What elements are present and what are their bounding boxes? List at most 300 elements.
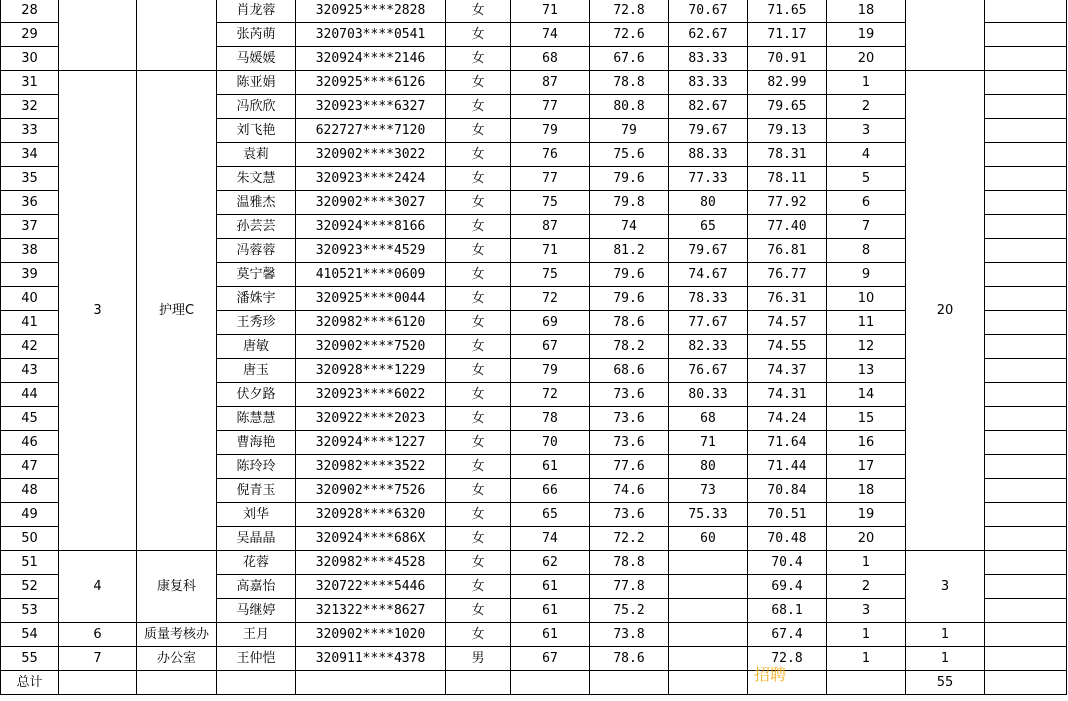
empty-cell <box>985 311 1067 335</box>
name-cell: 曹海艳 <box>217 431 296 455</box>
name-cell: 孙芸芸 <box>217 215 296 239</box>
empty-cell <box>59 671 137 695</box>
gender-cell: 女 <box>446 455 511 479</box>
seq-cell: 40 <box>1 287 59 311</box>
written-score-cell: 76 <box>511 143 590 167</box>
written-score-cell: 78 <box>511 407 590 431</box>
seq-cell: 34 <box>1 143 59 167</box>
interview-score-cell: 80.8 <box>590 95 669 119</box>
written-score-cell: 75 <box>511 191 590 215</box>
id-cell: 320924****8166 <box>296 215 446 239</box>
written-score-cell: 65 <box>511 503 590 527</box>
gender-cell: 女 <box>446 215 511 239</box>
empty-cell <box>446 671 511 695</box>
name-cell: 潘姝宇 <box>217 287 296 311</box>
skill-score-cell: 80.33 <box>669 383 748 407</box>
name-cell: 陈玲玲 <box>217 455 296 479</box>
rank-cell: 1 <box>827 623 906 647</box>
seq-cell: 42 <box>1 335 59 359</box>
total-score-cell: 82.99 <box>748 71 827 95</box>
skill-score-cell: 83.33 <box>669 71 748 95</box>
rank-cell: 15 <box>827 407 906 431</box>
empty-cell <box>985 287 1067 311</box>
interview-score-cell: 78.8 <box>590 551 669 575</box>
skill-score-cell: 62.67 <box>669 23 748 47</box>
name-cell: 花蓉 <box>217 551 296 575</box>
empty-cell <box>985 71 1067 95</box>
id-cell: 320925****2828 <box>296 0 446 23</box>
id-cell: 410521****0609 <box>296 263 446 287</box>
empty-cell <box>985 647 1067 671</box>
rank-cell: 2 <box>827 575 906 599</box>
name-cell: 伏夕路 <box>217 383 296 407</box>
skill-score-cell: 68 <box>669 407 748 431</box>
group-code-cell: 4 <box>59 551 137 623</box>
total-score-cell: 78.11 <box>748 167 827 191</box>
written-score-cell: 61 <box>511 575 590 599</box>
gender-cell: 女 <box>446 263 511 287</box>
empty-cell <box>669 671 748 695</box>
id-cell: 320924****2146 <box>296 47 446 71</box>
table-row <box>1 0 1067 23</box>
interview-score-cell: 72.6 <box>590 23 669 47</box>
interview-score-cell: 77.8 <box>590 575 669 599</box>
interview-score-cell: 79.8 <box>590 191 669 215</box>
group-count-cell: 3 <box>906 551 985 623</box>
total-score-cell: 74.55 <box>748 335 827 359</box>
interview-score-cell: 73.6 <box>590 431 669 455</box>
name-cell: 王仲恺 <box>217 647 296 671</box>
skill-score-cell: 60 <box>669 527 748 551</box>
rank-cell: 2 <box>827 95 906 119</box>
total-label-cell: 总计 <box>1 671 59 695</box>
group-dept-cell <box>137 0 217 71</box>
name-cell: 高嘉怡 <box>217 575 296 599</box>
empty-cell <box>985 599 1067 623</box>
skill-score-cell: 75.33 <box>669 503 748 527</box>
total-score-cell: 74.31 <box>748 383 827 407</box>
total-score-cell: 79.65 <box>748 95 827 119</box>
written-score-cell: 67 <box>511 647 590 671</box>
skill-score-cell <box>669 599 748 623</box>
empty-cell <box>985 215 1067 239</box>
interview-score-cell: 73.6 <box>590 503 669 527</box>
skill-score-cell: 74.67 <box>669 263 748 287</box>
written-score-cell: 87 <box>511 215 590 239</box>
total-score-cell: 70.84 <box>748 479 827 503</box>
id-cell: 320722****5446 <box>296 575 446 599</box>
name-cell: 陈亚娟 <box>217 71 296 95</box>
written-score-cell: 66 <box>511 479 590 503</box>
empty-cell <box>217 671 296 695</box>
empty-cell <box>985 47 1067 71</box>
seq-cell: 41 <box>1 311 59 335</box>
written-score-cell: 72 <box>511 287 590 311</box>
rank-cell: 7 <box>827 215 906 239</box>
empty-cell <box>985 383 1067 407</box>
gender-cell: 女 <box>446 239 511 263</box>
skill-score-cell <box>669 551 748 575</box>
name-cell: 马继婷 <box>217 599 296 623</box>
written-score-cell: 70 <box>511 431 590 455</box>
seq-cell: 53 <box>1 599 59 623</box>
id-cell: 320902****3022 <box>296 143 446 167</box>
skill-score-cell: 82.67 <box>669 95 748 119</box>
id-cell: 320928****6320 <box>296 503 446 527</box>
total-score-cell: 67.4 <box>748 623 827 647</box>
id-cell: 320924****686X <box>296 527 446 551</box>
id-cell: 320925****0044 <box>296 287 446 311</box>
name-cell: 肖龙蓉 <box>217 0 296 23</box>
id-cell: 320982****3522 <box>296 455 446 479</box>
name-cell: 莫宁馨 <box>217 263 296 287</box>
interview-score-cell: 72.2 <box>590 527 669 551</box>
gender-cell: 女 <box>446 503 511 527</box>
empty-cell <box>985 23 1067 47</box>
rank-cell: 1 <box>827 551 906 575</box>
interview-score-cell: 75.2 <box>590 599 669 623</box>
skill-score-cell: 82.33 <box>669 335 748 359</box>
rank-cell: 6 <box>827 191 906 215</box>
written-score-cell: 79 <box>511 119 590 143</box>
empty-cell <box>985 551 1067 575</box>
seq-cell: 32 <box>1 95 59 119</box>
id-cell: 320923****6022 <box>296 383 446 407</box>
written-score-cell: 79 <box>511 359 590 383</box>
name-cell: 唐玉 <box>217 359 296 383</box>
name-cell: 马媛媛 <box>217 47 296 71</box>
total-score-cell: 76.77 <box>748 263 827 287</box>
empty-cell <box>985 479 1067 503</box>
interview-score-cell: 79.6 <box>590 287 669 311</box>
group-code-cell <box>59 0 137 71</box>
skill-score-cell: 77.67 <box>669 311 748 335</box>
interview-score-cell: 77.6 <box>590 455 669 479</box>
skill-score-cell: 88.33 <box>669 143 748 167</box>
written-score-cell: 72 <box>511 383 590 407</box>
table-row <box>1 647 1067 671</box>
rank-cell: 4 <box>827 143 906 167</box>
skill-score-cell <box>669 647 748 671</box>
empty-cell <box>137 671 217 695</box>
name-cell: 吴晶晶 <box>217 527 296 551</box>
written-score-cell: 61 <box>511 455 590 479</box>
skill-score-cell: 70.67 <box>669 0 748 23</box>
skill-score-cell: 79.67 <box>669 239 748 263</box>
gender-cell: 女 <box>446 383 511 407</box>
gender-cell: 女 <box>446 551 511 575</box>
interview-score-cell: 79.6 <box>590 167 669 191</box>
name-cell: 王秀珍 <box>217 311 296 335</box>
group-dept-cell: 质量考核办 <box>137 623 217 647</box>
name-cell: 朱文慧 <box>217 167 296 191</box>
skill-score-cell: 71 <box>669 431 748 455</box>
seq-cell: 44 <box>1 383 59 407</box>
interview-score-cell: 72.8 <box>590 0 669 23</box>
seq-cell: 35 <box>1 167 59 191</box>
id-cell: 320902****7526 <box>296 479 446 503</box>
rank-cell: 12 <box>827 335 906 359</box>
name-cell: 袁莉 <box>217 143 296 167</box>
total-score-cell: 71.17 <box>748 23 827 47</box>
written-score-cell: 74 <box>511 527 590 551</box>
id-cell: 320982****6120 <box>296 311 446 335</box>
interview-score-cell: 74.6 <box>590 479 669 503</box>
interview-score-cell: 73.6 <box>590 407 669 431</box>
written-score-cell: 71 <box>511 0 590 23</box>
total-score-cell: 74.37 <box>748 359 827 383</box>
interview-score-cell: 78.8 <box>590 71 669 95</box>
skill-score-cell: 65 <box>669 215 748 239</box>
gender-cell: 女 <box>446 191 511 215</box>
total-score-cell: 79.13 <box>748 119 827 143</box>
seq-cell: 52 <box>1 575 59 599</box>
gender-cell: 女 <box>446 407 511 431</box>
rank-cell: 14 <box>827 383 906 407</box>
rank-cell: 3 <box>827 599 906 623</box>
empty-cell <box>511 671 590 695</box>
gender-cell: 女 <box>446 575 511 599</box>
empty-cell <box>827 671 906 695</box>
seq-cell: 55 <box>1 647 59 671</box>
total-score-cell: 68.1 <box>748 599 827 623</box>
total-score-cell: 77.92 <box>748 191 827 215</box>
table-row <box>1 623 1067 647</box>
skill-score-cell <box>669 575 748 599</box>
seq-cell: 49 <box>1 503 59 527</box>
empty-cell <box>985 527 1067 551</box>
interview-score-cell: 75.6 <box>590 143 669 167</box>
empty-cell <box>985 143 1067 167</box>
total-score-cell: 76.81 <box>748 239 827 263</box>
name-cell: 冯欣欣 <box>217 95 296 119</box>
id-cell: 622727****7120 <box>296 119 446 143</box>
gender-cell: 女 <box>446 599 511 623</box>
group-dept-cell: 康复科 <box>137 551 217 623</box>
skill-score-cell: 78.33 <box>669 287 748 311</box>
name-cell: 温雅杰 <box>217 191 296 215</box>
written-score-cell: 61 <box>511 599 590 623</box>
rank-cell: 10 <box>827 287 906 311</box>
gender-cell: 女 <box>446 119 511 143</box>
gender-cell: 女 <box>446 71 511 95</box>
empty-cell <box>985 335 1067 359</box>
total-score-cell: 70.51 <box>748 503 827 527</box>
gender-cell: 女 <box>446 431 511 455</box>
seq-cell: 54 <box>1 623 59 647</box>
seq-cell: 31 <box>1 71 59 95</box>
total-score-cell: 70.4 <box>748 551 827 575</box>
interview-score-cell: 81.2 <box>590 239 669 263</box>
seq-cell: 29 <box>1 23 59 47</box>
gender-cell: 女 <box>446 359 511 383</box>
rank-cell: 11 <box>827 311 906 335</box>
id-cell: 320924****1227 <box>296 431 446 455</box>
table-body <box>1 0 1067 695</box>
empty-cell <box>985 455 1067 479</box>
skill-score-cell: 77.33 <box>669 167 748 191</box>
total-score-cell: 74.57 <box>748 311 827 335</box>
written-score-cell: 68 <box>511 47 590 71</box>
gender-cell: 女 <box>446 47 511 71</box>
skill-score-cell: 79.67 <box>669 119 748 143</box>
rank-cell: 20 <box>827 47 906 71</box>
written-score-cell: 77 <box>511 95 590 119</box>
empty-cell <box>985 671 1067 695</box>
gender-cell: 女 <box>446 287 511 311</box>
written-score-cell: 74 <box>511 23 590 47</box>
skill-score-cell: 76.67 <box>669 359 748 383</box>
name-cell: 王月 <box>217 623 296 647</box>
empty-cell <box>985 623 1067 647</box>
id-cell: 320982****4528 <box>296 551 446 575</box>
id-cell: 320923****6327 <box>296 95 446 119</box>
empty-cell <box>985 263 1067 287</box>
empty-cell <box>985 359 1067 383</box>
seq-cell: 38 <box>1 239 59 263</box>
skill-score-cell: 80 <box>669 455 748 479</box>
seq-cell: 36 <box>1 191 59 215</box>
skill-score-cell <box>669 623 748 647</box>
seq-cell: 45 <box>1 407 59 431</box>
rank-cell: 8 <box>827 239 906 263</box>
id-cell: 320923****4529 <box>296 239 446 263</box>
grand-total-cell: 55 <box>906 671 985 695</box>
empty-cell <box>985 575 1067 599</box>
gender-cell: 女 <box>446 23 511 47</box>
rank-cell: 1 <box>827 647 906 671</box>
total-score-cell: 78.31 <box>748 143 827 167</box>
empty-cell <box>985 239 1067 263</box>
seq-cell: 43 <box>1 359 59 383</box>
id-cell: 320703****0541 <box>296 23 446 47</box>
seq-cell: 47 <box>1 455 59 479</box>
group-code-cell: 6 <box>59 623 137 647</box>
group-count-cell: 1 <box>906 647 985 671</box>
rank-cell: 1 <box>827 71 906 95</box>
written-score-cell: 69 <box>511 311 590 335</box>
empty-cell <box>985 119 1067 143</box>
group-code-cell: 3 <box>59 71 137 551</box>
skill-score-cell: 73 <box>669 479 748 503</box>
total-score-cell: 72.8 <box>748 647 827 671</box>
id-cell: 320925****6126 <box>296 71 446 95</box>
interview-score-cell: 79.6 <box>590 263 669 287</box>
empty-cell <box>985 0 1067 23</box>
interview-score-cell: 73.6 <box>590 383 669 407</box>
watermark-text: 招聘 <box>754 665 787 684</box>
rank-cell: 13 <box>827 359 906 383</box>
total-score-cell: 77.40 <box>748 215 827 239</box>
group-dept-cell: 护理C <box>137 71 217 551</box>
total-row <box>1 671 1067 695</box>
id-cell: 320923****2424 <box>296 167 446 191</box>
rank-cell: 9 <box>827 263 906 287</box>
group-count-cell <box>906 0 985 71</box>
empty-cell <box>985 167 1067 191</box>
rank-cell: 5 <box>827 167 906 191</box>
name-cell: 倪青玉 <box>217 479 296 503</box>
interview-score-cell: 78.2 <box>590 335 669 359</box>
rank-cell: 19 <box>827 503 906 527</box>
total-score-cell: 76.31 <box>748 287 827 311</box>
total-score-cell: 71.64 <box>748 431 827 455</box>
total-score-cell: 70.48 <box>748 527 827 551</box>
skill-score-cell: 83.33 <box>669 47 748 71</box>
name-cell: 陈慧慧 <box>217 407 296 431</box>
empty-cell <box>985 191 1067 215</box>
seq-cell: 39 <box>1 263 59 287</box>
empty-cell <box>590 671 669 695</box>
interview-score-cell: 73.8 <box>590 623 669 647</box>
gender-cell: 女 <box>446 479 511 503</box>
empty-cell <box>985 95 1067 119</box>
written-score-cell: 77 <box>511 167 590 191</box>
interview-score-cell: 68.6 <box>590 359 669 383</box>
id-cell: 320928****1229 <box>296 359 446 383</box>
id-cell: 321322****8627 <box>296 599 446 623</box>
name-cell: 唐敏 <box>217 335 296 359</box>
gender-cell: 女 <box>446 143 511 167</box>
id-cell: 320902****1020 <box>296 623 446 647</box>
total-score-cell: 71.65 <box>748 0 827 23</box>
id-cell: 320922****2023 <box>296 407 446 431</box>
seq-cell: 37 <box>1 215 59 239</box>
rank-cell: 17 <box>827 455 906 479</box>
written-score-cell: 67 <box>511 335 590 359</box>
empty-cell <box>985 431 1067 455</box>
rank-cell: 18 <box>827 479 906 503</box>
total-score-cell: 74.24 <box>748 407 827 431</box>
id-cell: 320911****4378 <box>296 647 446 671</box>
id-cell: 320902****7520 <box>296 335 446 359</box>
gender-cell: 女 <box>446 527 511 551</box>
rank-cell: 16 <box>827 431 906 455</box>
written-score-cell: 61 <box>511 623 590 647</box>
name-cell: 冯蓉蓉 <box>217 239 296 263</box>
rank-cell: 3 <box>827 119 906 143</box>
gender-cell: 女 <box>446 311 511 335</box>
total-score-cell: 70.91 <box>748 47 827 71</box>
interview-score-cell: 78.6 <box>590 311 669 335</box>
empty-cell <box>296 671 446 695</box>
rank-cell: 18 <box>827 0 906 23</box>
interview-score-cell: 79 <box>590 119 669 143</box>
name-cell: 张芮萌 <box>217 23 296 47</box>
gender-cell: 女 <box>446 167 511 191</box>
empty-cell <box>985 503 1067 527</box>
written-score-cell: 71 <box>511 239 590 263</box>
table-row <box>1 551 1067 575</box>
seq-cell: 33 <box>1 119 59 143</box>
group-count-cell: 20 <box>906 71 985 551</box>
seq-cell: 50 <box>1 527 59 551</box>
name-cell: 刘华 <box>217 503 296 527</box>
total-score-cell: 71.44 <box>748 455 827 479</box>
seq-cell: 30 <box>1 47 59 71</box>
written-score-cell: 75 <box>511 263 590 287</box>
group-dept-cell: 办公室 <box>137 647 217 671</box>
id-cell: 320902****3027 <box>296 191 446 215</box>
interview-score-cell: 78.6 <box>590 647 669 671</box>
written-score-cell: 62 <box>511 551 590 575</box>
gender-cell: 女 <box>446 335 511 359</box>
seq-cell: 51 <box>1 551 59 575</box>
empty-cell <box>985 407 1067 431</box>
total-score-cell: 69.4 <box>748 575 827 599</box>
seq-cell: 46 <box>1 431 59 455</box>
interview-score-cell: 67.6 <box>590 47 669 71</box>
